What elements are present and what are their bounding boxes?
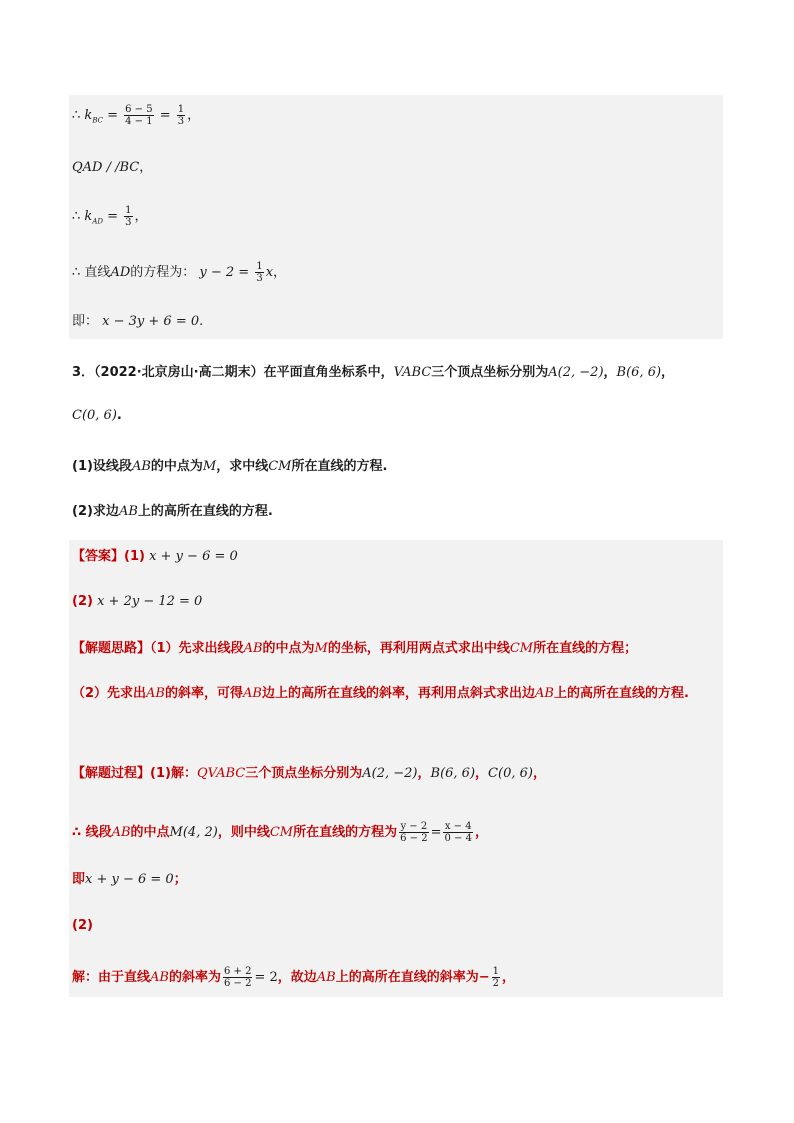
fraction: $\frac{x - 4}{0 - 4}$ [444,821,472,844]
answer-line-1: 【答案】(1) x + y − 6 = 0 [72,549,238,564]
fraction: $\frac{1}{2}$ [492,966,499,989]
solution-process-2: ∴ 线段AB的中点M(4, 2)，则中线CM所在直线的方程为 $\frac{y - 2}{6 - 2}$ = $\frac{x - 4}{0 - 4}$ ， [72,821,488,844]
fraction: $\frac{1}{3}$ [256,261,263,284]
line-ad-general-form: 即： x − 3y + 6 = 0. [72,314,204,329]
line-ad-equation: ∴ 直线AD的方程为： y − 2 = $\frac{1}{3}$ x， [72,261,287,284]
slope-ad-line: ∴ $k_{AD}$ = $\frac{1}{3}$ ， [72,205,148,228]
parallel-line: QAD / /BC， [72,160,153,175]
solution-process-1: 【解题过程】(1)解：QVABC三个顶点坐标分别为A(2, −2)，B(6, 6)，C(0, 6)， [72,766,546,781]
solution-process-3: 即x + y − 6 = 0； [72,872,187,887]
solution-shade-prev [69,95,723,339]
answer-line-2: (2) x + 2y − 12 = 0 [72,594,203,609]
question-2: (2)求边AB上的高所在直线的方程. [72,504,273,519]
solution-idea-1: 【解题思路】（1）先求出线段AB的中点为M的坐标，再利用两点式求出中线CM所在直线的方程； [72,641,638,656]
problem-3-statement-cont: C(0, 6). [72,408,122,423]
solution-process-5: 解：由于直线AB的斜率为 $\frac{6 + 2}{6 - 2}$ = 2，故边AB上的高所在直线的斜率为− $\frac{1}{2}$ ， [72,966,516,989]
fraction: $\frac{6 + 2}{6 - 2}$ [223,966,252,989]
fraction: $\frac{6 - 5}{4 - 1}$ [125,104,153,127]
problem-3-statement: 3．（2022·北京房山·高二期末）在平面直角坐标系中，VABC三个顶点坐标分别为A(2, −2)，B(6, 6)， [72,365,675,380]
fraction: $\frac{1}{3}$ [177,104,185,127]
fraction: $\frac{1}{3}$ [125,205,132,228]
question-1: (1)设线段AB的中点为M，求中线CM所在直线的方程. [72,459,388,474]
fraction: $\frac{y - 2}{6 - 2}$ [400,821,428,844]
solution-idea-2: （2）先求出AB的斜率，可得AB边上的高所在直线的斜率，再利用点斜式求出边AB上的高所在直线的方程. [72,686,689,701]
solution-process-part2-label: (2) [72,918,93,933]
slope-bc-line: ∴ $k_{BC}$ = $\frac{6 - 5}{4 - 1}$ = $\frac{1}{3}$ ， [72,104,201,127]
